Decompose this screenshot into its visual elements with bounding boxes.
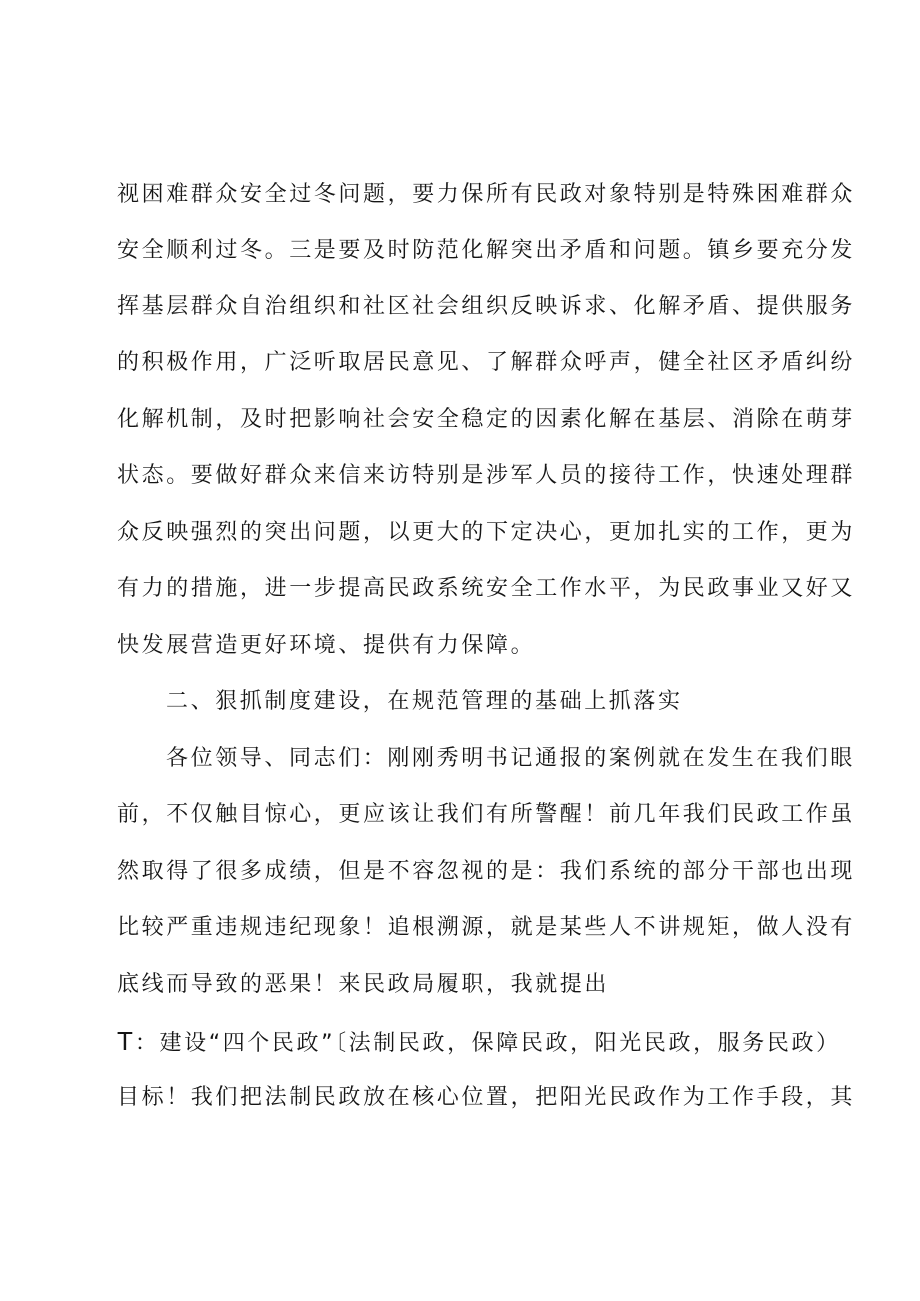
paragraph-line-text: ：建设“四个民政”〔法制民政，保障民政，阳光民政，服务民政） (134, 1031, 841, 1056)
paragraph-line (117, 1026, 841, 1059)
paragraph-line: 有力的措施，进一步提高民政系统安全工作水平，为民政事业又好又 (117, 576, 856, 601)
section-heading: 二、狠抓制度建设，在规范管理的基础上抓落实 (166, 689, 683, 714)
paragraph-line: 然取得了很多成绩，但是不容忽视的是：我们系统的部分干部也出现 (117, 859, 856, 884)
paragraph-line: 各位领导、同志们：刚刚秀明书记通报的案例就在发生在我们眼 (166, 746, 855, 771)
paragraph-line: 底线而导致的恶果！来民政局履职，我就提出 (117, 972, 610, 997)
paragraph-line: 的积极作用，广泛听取居民意见、了解群众呼声，健全社区矛盾纠纷 (117, 350, 856, 375)
paragraph-line: 状态。要做好群众来信来访特别是涉军人员的接待工作，快速处理群 (117, 463, 856, 488)
paragraph-line: 快发展营造更好环境、提供有力保障。 (117, 633, 536, 658)
paragraph-line: 视困难群众安全过冬问题，要力保所有民政对象特别是特殊困难群众 (117, 182, 856, 207)
paragraph-line: 比较严重违规违纪现象！追根溯源，就是某些人不讲规矩，做人没有 (117, 915, 856, 940)
paragraph-prefix-letter: T (117, 1026, 133, 1056)
paragraph-line: 挥基层群众自治组织和社区社会组织反映诉求、化解矛盾、提供服务 (117, 294, 856, 319)
paragraph-line: 前，不仅触目惊心，更应该让我们有所警醒！前几年我们民政工作虽 (117, 802, 856, 827)
paragraph-line: 化解机制，及时把影响社会安全稳定的因素化解在基层、消除在萌芽 (117, 407, 856, 432)
paragraph-line: 目标！我们把法制民政放在核心位置，把阳光民政作为工作手段，其 (117, 1085, 856, 1110)
paragraph-line: 安全顺利过冬。三是要及时防范化解突出矛盾和问题。镇乡要充分发 (117, 238, 856, 263)
paragraph-line: 众反映强烈的突出问题，以更大的下定决心，更加扎实的工作，更为 (117, 520, 856, 545)
